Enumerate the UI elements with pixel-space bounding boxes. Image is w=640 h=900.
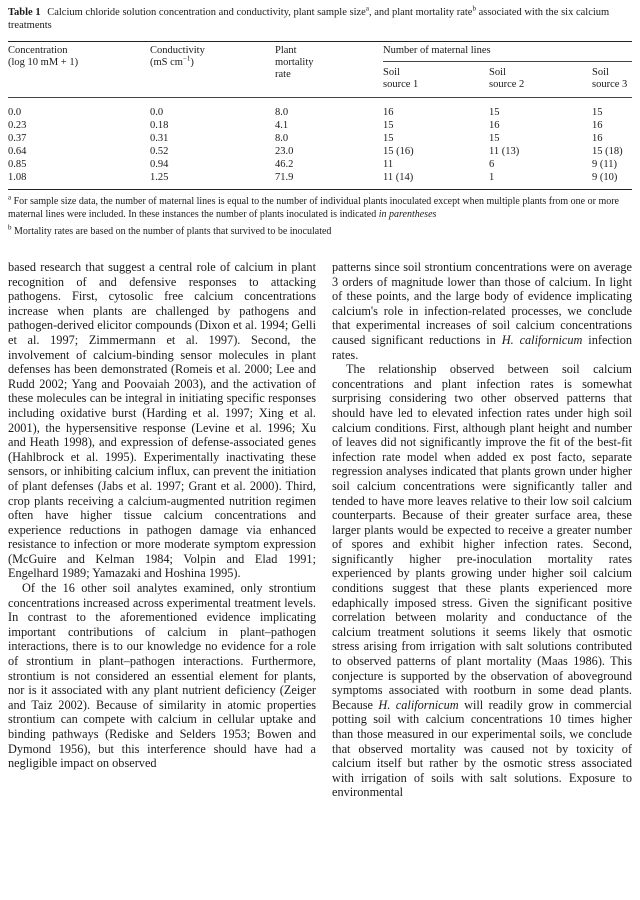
table-bottom-rule bbox=[8, 189, 632, 190]
cell-mortality: 8.0 bbox=[275, 133, 289, 144]
cell-soil3: 16 bbox=[592, 120, 603, 131]
left-column bbox=[8, 260, 316, 900]
table-row bbox=[8, 159, 632, 171]
header-concentration-line2: (log 10 mM + 1) bbox=[8, 57, 79, 68]
table-row bbox=[8, 120, 632, 132]
cell-concentration: 0.85 bbox=[8, 159, 27, 170]
header-soil-source-3 bbox=[592, 67, 627, 91]
table-label: Table 1 bbox=[8, 7, 41, 18]
header-mortality-line1: Plant bbox=[275, 45, 297, 56]
footnote-a-text: For sample size data, the number of maternal lines is equal to the number of individual plants inoculated except when multiple plants from one or more maternal lines were included. In these instances the number of plants inoculated is indicated bbox=[8, 196, 619, 220]
header-soil2-line1: Soil bbox=[489, 67, 506, 78]
cell-concentration: 0.64 bbox=[8, 146, 27, 157]
header-soil1-line2: source 1 bbox=[383, 79, 419, 90]
cell-mortality: 71.9 bbox=[275, 172, 294, 183]
citation-link[interactable]: Romeis et al. 2000 bbox=[175, 362, 270, 377]
citation-link[interactable]: Grant et al. 2000 bbox=[188, 478, 275, 493]
species-name: H. californicum bbox=[378, 697, 459, 712]
table-footnote-a bbox=[8, 193, 632, 221]
footnote-a-mark: a bbox=[8, 193, 12, 202]
citation-link[interactable]: Xing et al. 2001 bbox=[8, 405, 316, 435]
cell-concentration: 0.23 bbox=[8, 120, 27, 131]
cell-soil3: 15 bbox=[592, 107, 603, 118]
cell-conductivity: 0.94 bbox=[150, 159, 169, 170]
citation-link[interactable]: Harding et al. 1997 bbox=[146, 405, 250, 420]
table-row bbox=[8, 172, 632, 184]
cell-conductivity: 1.25 bbox=[150, 172, 169, 183]
header-concentration-line1: Concentration bbox=[8, 45, 68, 56]
citation-link[interactable]: Engelhard 1989 bbox=[8, 566, 87, 581]
cell-concentration: 0.37 bbox=[8, 133, 27, 144]
caption-text-a: Calcium chloride solution concentration and conductivity, plant sample size bbox=[47, 7, 366, 18]
citation-link[interactable]: Yamazaki and Hoshina 1995 bbox=[92, 566, 234, 581]
citation-link[interactable]: Levine et al. 1996 bbox=[195, 420, 292, 435]
cell-soil1: 15 bbox=[383, 120, 394, 131]
header-concentration bbox=[8, 45, 78, 69]
body-paragraph: patterns since soil strontium concentrations were on average 3 orders of magnitude lower than those of calcium. In light of these points, and the large body of evidence implicating calcium's role in infection-related processes, we conclude that experimental increases of soil calcium concentrations caused significant reductions in H. californicum infection rates. bbox=[332, 260, 632, 362]
cell-soil1: 11 (14) bbox=[383, 172, 414, 183]
cell-conductivity: 0.31 bbox=[150, 133, 169, 144]
cell-soil1: 15 (16) bbox=[383, 146, 414, 157]
header-soil3-line2: source 3 bbox=[592, 79, 628, 90]
cell-soil2: 6 bbox=[489, 159, 495, 170]
header-mortality-line3: rate bbox=[275, 69, 291, 80]
cell-soil3: 15 (18) bbox=[592, 146, 623, 157]
header-soil2-line2: source 2 bbox=[489, 79, 525, 90]
cell-soil2: 16 bbox=[489, 120, 500, 131]
cell-soil2: 15 bbox=[489, 107, 500, 118]
citation-link[interactable]: Gelli et al. 1997 bbox=[8, 318, 316, 347]
caption-text-b: , and plant mortality rate bbox=[368, 7, 473, 18]
cell-soil3: 9 (11) bbox=[592, 159, 617, 170]
body-paragraph: The relationship observed between soil calcium concentrations and plant infection rates is somewhat surprising considering two other observed patterns that should have led to elevated infection rates under high soil calcium conditions. First, although plant height and number of leaves did not significantly improve the fit of the best-fit infection rate model when added ex post facto, separate regression analyses indicated that plants grown under higher soil calcium concentrations were significantly taller and tended to have more leaves relative to their low soil calcium counterparts. Because of their greater surface area, these larger plants would be expected to receive a greater number of spores and exhibit higher infection rates. Second, significantly higher pre-inoculation mortality rates experienced by plants growing under higher soil calcium conditions suggest that these plants experienced more edaphically imposed stress. Given the significant positive correlation between molarity and conductance of the calcium treatment solutions it seems likely that osmotic stress arising from irrigation with salt solutions contributed to observed patterns of plant mortality (Maas 1986). This conjecture is supported by the observation of aboveground symptoms associated with rootburn in some dead plants. Because H. californicum will readily grow in commercial potting soil with calcium concentrations 10 times higher than those measured in our experimental soils, we conclude that observed mortality was caused not by toxicity of calcium itself but rather by the osmotic stress associated with irrigation of soils with salt solutions. Exposure to environmental bbox=[332, 362, 632, 800]
citation-link[interactable]: McGuire and Kelman 1984 bbox=[12, 551, 170, 566]
cell-soil1: 16 bbox=[383, 107, 394, 118]
cell-soil2: 11 (13) bbox=[489, 146, 520, 157]
body-paragraph: based research that suggest a central role of calcium in plant recognition of and defensive responses to attacking pathogens. First, cytosolic free calcium concentrations increase when plants are challenged by pathogens and pathogen-derived elicitor compounds (Dixon et al. 1994; Gelli et al. 1997; Zimmermann et al. 1997). Second, the involvement of calcium-binding sensor molecules in plant defenses has been demonstrated (Romeis et al. 2000; Lee and Rudd 2002; Yang and Poovaiah 2003), and the activation of these molecules can be integral in initiating specific responses including oxidative burst (Harding et al. 1997; Xing et al. 2001), the hypersensitive response (Levine et al. 1996; Xu and Heath 1998), and expression of defense-associated genes (Hahlbrock et al. 1995). Experimentally inactivating these sensors, or inhibiting calcium influx, can prevent the initiation of plant defenses (Jabs et al. 1997; Grant et al. 2000). Third, crop plants receiving a calcium-augmented nutrition regimen often have higher tissue calcium concentrations and experience reductions in pathogen damage via enhanced resistance to infection or more moderate symptom expression (McGuire and Kelman 1984; Volpin and Elad 1991; Engelhard 1989; Yamazaki and Hoshina 1995). bbox=[8, 260, 316, 581]
citation-link[interactable]: Lee and Rudd 2002 bbox=[8, 362, 316, 391]
cell-mortality: 8.0 bbox=[275, 107, 289, 118]
citation-link[interactable]: Xu and Heath 1998 bbox=[8, 420, 316, 450]
caption-text-c: associated with the six calcium treatments bbox=[8, 7, 610, 31]
species-name: H. californicum bbox=[501, 332, 583, 347]
header-conductivity bbox=[150, 45, 205, 69]
header-soil-source-1 bbox=[383, 67, 418, 91]
right-column bbox=[332, 260, 632, 900]
cell-conductivity: 0.0 bbox=[150, 107, 164, 118]
table-row bbox=[8, 107, 632, 119]
footnote-b-mark: b bbox=[8, 223, 12, 232]
body-paragraph: Of the 16 other soil analytes examined, only strontium concentrations increased across experimental treatment levels. In contrast to the aforementioned evidence implicating important contributions of calcium in plant–pathogen interactions, there is to our knowledge no evidence for a role of strontium in plant–pathogen interactions. Furthermore, strontium is not considered an essential element for plants, nor is it associated with any plant nutrient deficiency (Zeiger and Taiz 2002). Because of similarity in atomic properties strontium can compete with calcium in cellular uptake and binding pathways (Rediske and Selders 1953; Bowen and Dymond 1956), but this interference should have had a negligible impact on observed bbox=[8, 581, 316, 771]
cell-soil1: 11 bbox=[383, 159, 394, 170]
header-soil1-line1: Soil bbox=[383, 67, 400, 78]
header-conductivity-unit: (mS cm bbox=[150, 57, 183, 68]
header-conductivity-line1: Conductivity bbox=[150, 45, 205, 56]
table-row bbox=[8, 133, 632, 145]
header-conductivity-line2 bbox=[150, 54, 205, 69]
cell-conductivity: 0.52 bbox=[150, 146, 169, 157]
citation-link[interactable]: Zeiger and Taiz 2002 bbox=[8, 683, 316, 712]
cell-soil3: 16 bbox=[592, 133, 603, 144]
cell-mortality: 23.0 bbox=[275, 146, 294, 157]
citation-link[interactable]: Maas 1986 bbox=[541, 654, 598, 669]
header-group-rule bbox=[383, 61, 632, 62]
citation-link[interactable]: Hahlbrock et al. 1995 bbox=[12, 449, 130, 464]
table-top-rule bbox=[8, 41, 632, 42]
cell-conductivity: 0.18 bbox=[150, 120, 169, 131]
cell-soil2: 15 bbox=[489, 133, 500, 144]
header-conductivity-close: ) bbox=[190, 57, 194, 68]
table-caption bbox=[8, 6, 632, 32]
citation-link[interactable]: Yang and Poovaiah 2003 bbox=[71, 376, 199, 391]
table-footnote-b bbox=[8, 223, 632, 239]
header-soil-source-2 bbox=[489, 67, 524, 91]
cell-soil1: 15 bbox=[383, 133, 394, 144]
citation-link[interactable]: Volpin and Elad 1991 bbox=[183, 551, 313, 566]
header-bottom-rule bbox=[8, 97, 632, 98]
cell-soil2: 1 bbox=[489, 172, 495, 183]
citation-link[interactable]: Dixon et al. 1994 bbox=[199, 318, 285, 333]
header-soil3-line1: Soil bbox=[592, 67, 609, 78]
cell-concentration: 0.0 bbox=[8, 107, 22, 118]
footnote-b-text: Mortality rates are based on the number of plants that survived to be inoculated bbox=[14, 226, 332, 237]
header-conductivity-exp: −1 bbox=[182, 54, 191, 63]
caption-sup-a: a bbox=[365, 4, 369, 13]
citation-link[interactable]: Zimmermann et al. 1997 bbox=[88, 332, 234, 347]
footnote-a-italic: in parentheses bbox=[378, 208, 437, 220]
header-mortality bbox=[275, 45, 314, 81]
citation-link[interactable]: Jabs et al. 1997 bbox=[101, 478, 181, 493]
header-maternal-group: Number of maternal lines bbox=[383, 45, 491, 56]
cell-soil3: 9 (10) bbox=[592, 172, 618, 183]
header-mortality-line2: mortality bbox=[275, 57, 314, 68]
caption-sup-b: b bbox=[472, 4, 476, 13]
citation-link[interactable]: Rediske and Selders 1953 bbox=[109, 727, 247, 741]
cell-concentration: 1.08 bbox=[8, 172, 27, 183]
citation-link[interactable]: Bowen and Dymond 1956 bbox=[8, 727, 316, 756]
cell-mortality: 46.2 bbox=[275, 159, 294, 170]
cell-mortality: 4.1 bbox=[275, 120, 289, 131]
table-row bbox=[8, 146, 632, 158]
